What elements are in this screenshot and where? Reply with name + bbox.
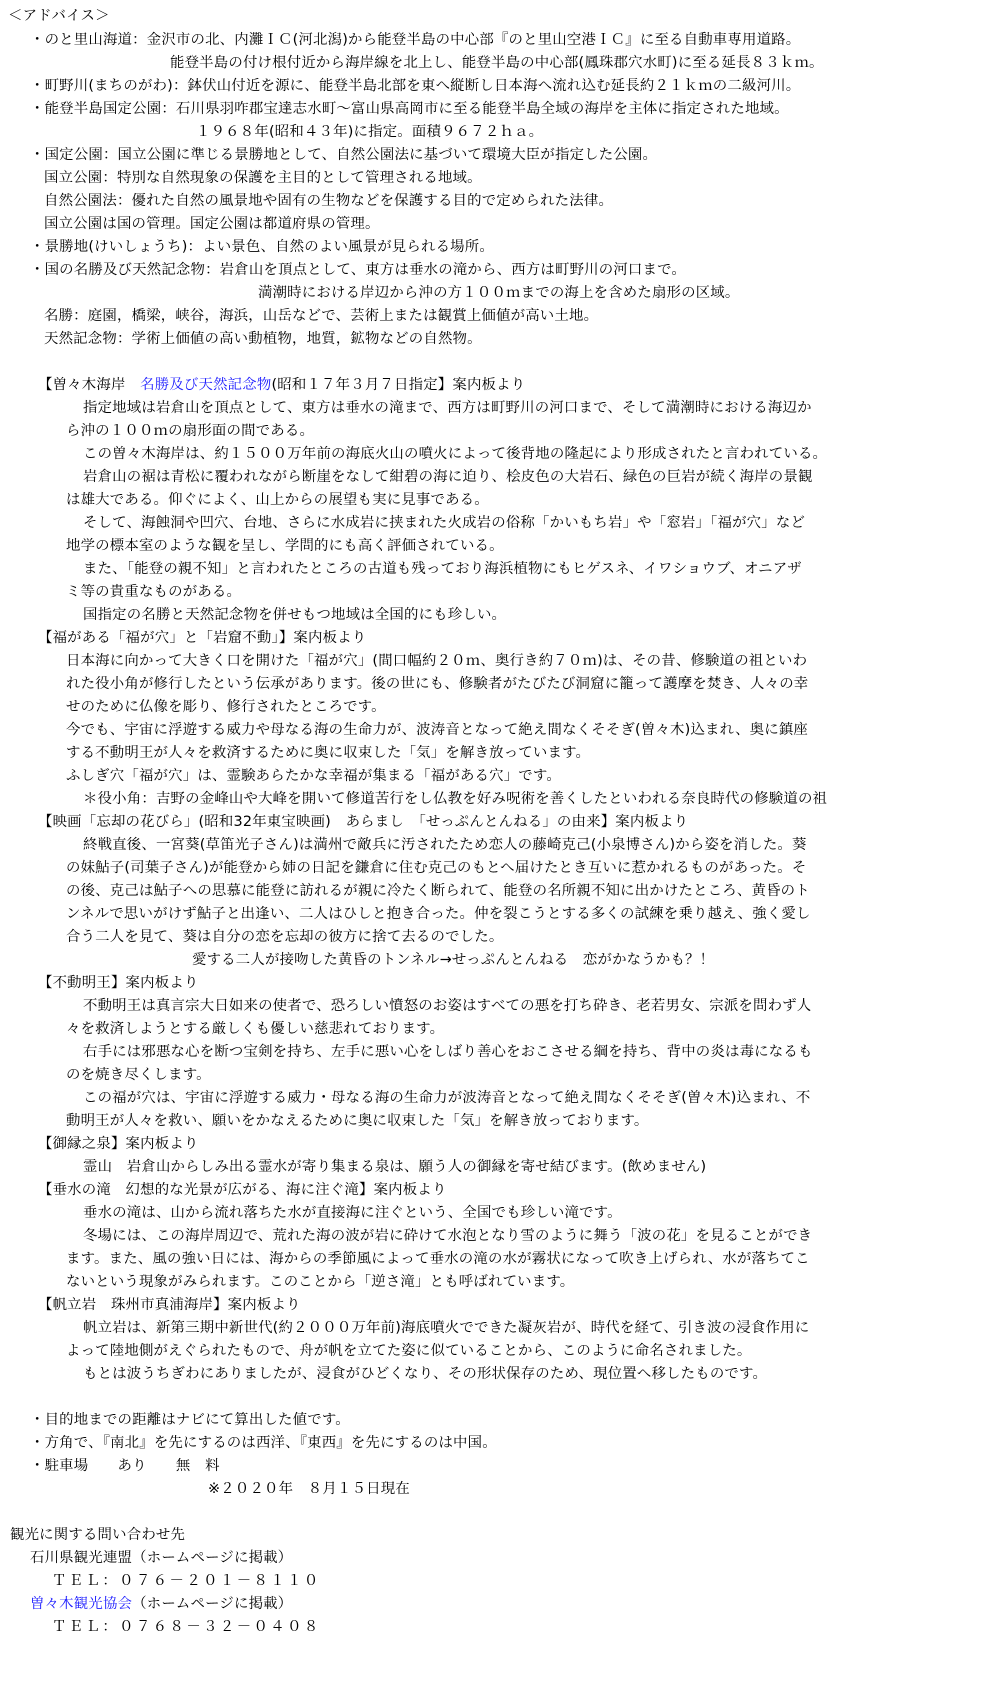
contact-tel-1: ＴＥＬ：０７６－２０１－８１１０ (52, 1573, 321, 1589)
fukugaana-line: ＊役小角：吉野の金峰山や大峰を開いて修道苦行をし仏教を好み呪術を善くしたといわれる奈良時代の修験道の祖 (83, 791, 828, 807)
tarumi-line: 冬場には、この海岸周辺で、荒れた海の波が岩に砕けて水泡となり雪のように舞う「波の花」を見ることができ (83, 1228, 813, 1244)
tarumi-line: 垂水の滝は、山から流れ落ちた水が直接海に注ぐという、全国でも珍しい滝です。 (83, 1205, 622, 1221)
tarumi-line: ます。また、風の強い日には、海からの季節風によって垂水の滝の水が霧状になって吹き上げられ、水が落ちてこ (66, 1251, 810, 1267)
fukugaana-line: 日本海に向かって大きく口を開けた「福が穴」(間口幅約２０ｍ、奥行き約７０ｍ)は、その昔、修験道の祖といわ (66, 653, 808, 669)
sosogi-title-link[interactable]: 名勝及び天然記念物 (140, 377, 272, 393)
tarumi-title: 【垂水の滝 幻想的な光景が広がる、海に注ぐ滝】案内板より (38, 1182, 447, 1198)
advice-line: ・のと里山海道：金沢市の北、内灘ＩＣ(河北潟)から能登半島の中心部『のと里山空港ＩＣ』に至る自動車専用道路。 (30, 32, 801, 48)
movie-line: 終戦直後、一宮葵(草笛光子さん)は満州で敵兵に汚されたため恋人の藤崎克己(小泉博さん)から姿を消した。葵 (83, 837, 807, 853)
sosogi-line: そして、海蝕洞や凹穴、台地、さらに水成岩に挟まれた火成岩の俗称「かいもち岩」や「窓岩」「福が穴」など (83, 515, 806, 531)
fukugaana-line: れた役小角が修行したという伝承があります。後の世にも、修験者がたびたび洞窟に籠って護摩を焚き、人々の幸 (66, 676, 809, 692)
contact-org-2-post: （ホームページに掲載） (132, 1596, 293, 1612)
contact-org-2 (30, 1594, 292, 1614)
advice-line: 能登半島の付け根付近から海岸線を北上し、能登半島の中心部(鳳珠郡穴水町)に至る延長８３ｋｍ。 (170, 55, 824, 71)
fudo-line: 右手には邪悪な心を断つ宝剣を持ち、左手に悪い心をしばり善心をおこさせる綱を持ち、背中の炎は毒になるも (83, 1044, 813, 1060)
advice-heading: ＜アドバイス＞ (8, 8, 110, 24)
fudo-line: のを焼き尽くします。 (66, 1067, 211, 1083)
advice-line: 国立公園：特別な自然現象の保護を主目的として管理される地域。 (44, 170, 482, 186)
advice-line: ・国の名勝及び天然記念物：岩倉山を頂点として、東方は垂水の滝から、西方は町野川の河口まで。 (30, 262, 687, 278)
sosogi-line: は雄大である。仰ぐによく、山上からの展望も実に見事である。 (66, 492, 489, 508)
sosogi-line: ら沖の１００ｍの扇形面の間である。 (66, 423, 315, 439)
fudo-line: 不動明王は真言宗大日如来の使者で、恐ろしい憤怒のお姿はすべての悪を打ち砕き、老若男女、宗派を問わず人 (83, 998, 812, 1014)
date-note: ※２０２０年 ８月１５日現在 (208, 1481, 410, 1497)
movie-line: の妹鮎子(司葉子さん)が能登から姉の日記を鎌倉に住む克己のもとへ届けたとき互いに惹かれるものがあった。そ (66, 860, 807, 876)
sosogi-line: 地学の標本室のような観を呈し、学問的にも高く評価されている。 (66, 538, 504, 554)
fukugaana-line: ふしぎ穴「福が穴」は、霊験あらたかな幸福が集まる「福がある穴」です。 (66, 768, 561, 784)
fukugaana-line: せのために仏像を彫り、修行されたところです。 (66, 699, 386, 715)
sosogi-line: ミ等の貴重なものがある。 (66, 584, 242, 600)
parking-note: ・駐車場 あり 無 料 (30, 1458, 220, 1474)
advice-line: 国立公園は国の管理。国定公園は都道府県の管理。 (44, 216, 380, 232)
advice-line: ・町野川(まちのがわ)：鉢伏山付近を源に、能登半島北部を東へ縦断し日本海へ流れ込む延長約２１ｋｍの二級河川。 (30, 78, 801, 94)
movie-line: 愛する二人が接吻した黄昏のトンネル→せっぷんとんねる 恋がかなうかも？！ (192, 952, 715, 968)
fudo-line: 々を救済しようとする厳しくも優しい慈悲れております。 (66, 1021, 445, 1037)
advice-line: 自然公園法：優れた自然の風景地や固有の生物などを保護する目的で定められた法律。 (44, 193, 614, 209)
movie-line: の後、克己は鮎子への思慕に能登に訪れるが親に冷たく断られて、能登の名所親不知に出かけたところ、黄昏のト (66, 883, 810, 899)
sosogi-line: 国指定の名勝と天然記念物を併せもつ地域は全国的にも珍しい。 (83, 607, 507, 623)
contact-heading: 観光に関する問い合わせ先 (10, 1527, 186, 1543)
advice-line: ・景勝地(けいしょうち)：よい景色、自然のよい風景が見られる場所。 (30, 239, 494, 255)
goen-line: 霊山 岩倉山からしみ出る霊水が寄り集まる泉は、願う人の御縁を寄せ結びます。(飲めません) (83, 1159, 707, 1175)
tarumi-line: ないという現象がみられます。このことから「逆さ滝」とも呼ばれています。 (66, 1274, 575, 1290)
sosogi-title-post: (昭和１７年３月７日指定】案内板より (271, 377, 526, 393)
hodate-title: 【帆立岩 珠州市真浦海岸】案内板より (38, 1297, 301, 1313)
hodate-line: もとは波うちぎわにありましたが、浸食がひどくなり、その形状保存のため、現位置へ移したものです。 (83, 1366, 768, 1382)
fudo-line: 動明王が人々を救い、願いをかなえるために奥に収束した「気」を解き放っております。 (66, 1113, 649, 1129)
fukugaana-line: 今でも、宇宙に浮遊する威力や母なる海の生命力が、波涛音となって絶え間なくそそぎ(曽々木)込まれ、奥に鎮座 (66, 722, 809, 738)
sosogi-title (38, 375, 525, 395)
advice-line: ・能登半島国定公園：石川県羽咋郡宝達志水町～富山県高岡市に至る能登半島全域の海岸を主体に指定された地域。 (30, 101, 789, 117)
movie-line: ンネルで思いがけず鮎子と出逢い、二人はひしと抱き合った。仲を裂こうとする多くの試練を乗り越え、強く愛し (66, 906, 811, 922)
fukugaana-line: する不動明王が人々を救済するために奥に収束した「気」を解き放っています。 (66, 745, 591, 761)
goen-title: 【御縁之泉】案内板より (38, 1136, 199, 1152)
contact-tel-2: ＴＥＬ：０７６８－３２－０４０８ (52, 1619, 321, 1635)
advice-line: 満潮時における岸辺から沖の方１００ｍまでの海上を含めた扇形の区域。 (258, 285, 740, 301)
advice-line: １９６８年(昭和４３年)に指定。面積９６７２ｈａ。 (196, 124, 544, 140)
advice-line: 名勝：庭園，橋梁，峡谷，海浜，山岳などで、芸術上または観賞上価値が高い土地。 (44, 308, 599, 324)
sosogi-line: 岩倉山の裾は青松に覆われながら断崖をなして紺碧の海に迫り、桧皮色の大岩石、緑色の巨岩が続く海岸の景観 (83, 469, 813, 485)
movie-line: 合う二人を見て、葵は自分の恋を忘却の彼方に捨て去るのでした。 (66, 929, 504, 945)
sosogi-line: 指定地域は岩倉山を頂点として、東方は垂水の滝まで、西方は町野川の河口まで、そして満潮時における海辺か (83, 400, 812, 416)
advice-line: 天然記念物：学術上価値の高い動植物，地質，鉱物などの自然物。 (44, 331, 482, 347)
contact-org-2-link[interactable]: 曽々木観光協会 (30, 1596, 133, 1612)
contact-org-1: 石川県観光連盟（ホームページに掲載） (30, 1550, 293, 1566)
movie-title: 【映画「忘却の花びら」(昭和32年東宝映画) あらまし 「せっぷんとんねる」の由来】案内板より (38, 814, 689, 830)
fudo-title: 【不動明王】案内板より (38, 975, 199, 991)
hodate-line: よって陸地側がえぐられたもので、舟が帆を立てた姿に似ていることから、このように命名されました。 (66, 1343, 752, 1359)
sosogi-line: この曽々木海岸は、約１５００万年前の海底火山の噴火によって後背地の隆起により形成されたと言われている。 (83, 446, 828, 462)
note-line: ・方角で、『南北』を先にするのは西洋、『東西』を先にするのは中国。 (30, 1435, 497, 1451)
advice-line: ・国定公園：国立公園に準じる景勝地として、自然公園法に基づいて環境大臣が指定した公園。 (30, 147, 658, 163)
fudo-line: この福が穴は、宇宙に浮遊する威力・母なる海の生命力が波涛音となって絶え間なくそそぎ(曽々木)込まれ、不 (83, 1090, 811, 1106)
hodate-line: 帆立岩は、新第三期中新世代(約２０００万年前)海底噴火でできた凝灰岩が、時代を経て、引き波の浸食作用に (83, 1320, 810, 1336)
sosogi-line: また、「能登の親不知」と言われたところの古道も残っており海浜植物にもヒゲスネ、イワショウブ、オニアザ (83, 561, 802, 577)
sosogi-title-pre: 【曽々木海岸 (38, 377, 141, 393)
fukugaana-title: 【福がある「福が穴」と「岩窟不動」】案内板より (38, 630, 367, 646)
note-line: ・目的地までの距離はナビにて算出した値です。 (30, 1412, 350, 1428)
